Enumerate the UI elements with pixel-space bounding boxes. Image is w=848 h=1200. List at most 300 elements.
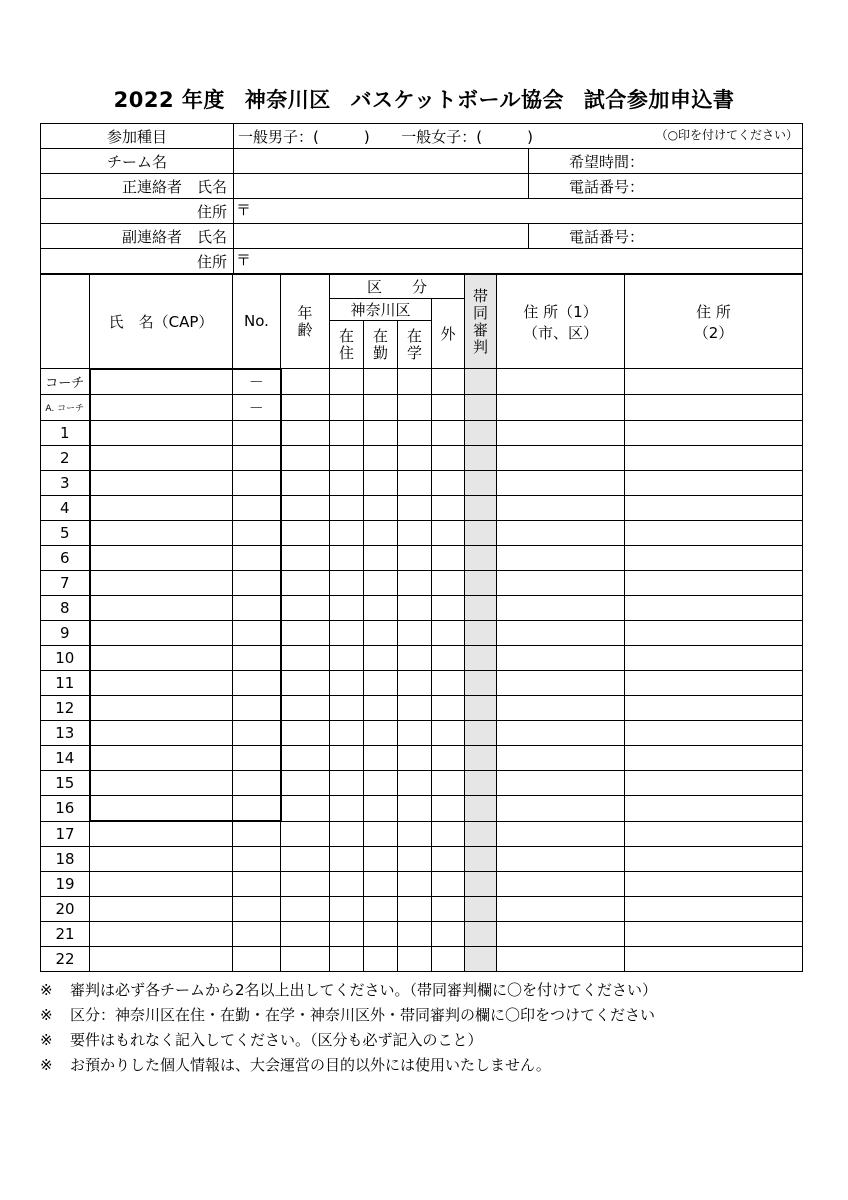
- coach-cell[interactable]: [364, 369, 398, 395]
- resident-cell[interactable]: [330, 496, 364, 521]
- outside-cell[interactable]: [432, 471, 465, 496]
- work-cell[interactable]: [364, 646, 398, 671]
- referee-cell[interactable]: [465, 646, 497, 671]
- resident-cell[interactable]: [330, 771, 364, 796]
- address2-field[interactable]: [625, 521, 803, 546]
- table-row: [41, 821, 803, 847]
- note-text: 区分：神奈川区在住・在勤・在学・神奈川区外・帯同審判の欄に〇印をつけてください: [70, 1006, 656, 1024]
- age-field[interactable]: [281, 746, 330, 771]
- address2-field[interactable]: [625, 821, 803, 847]
- name-field[interactable]: [90, 671, 233, 696]
- outside-cell[interactable]: [432, 671, 465, 696]
- age-field[interactable]: [281, 796, 330, 822]
- category-label: 参加種目: [41, 124, 234, 149]
- women-option[interactable]: 一般女子：( ): [401, 127, 533, 146]
- title-form: 試合参加申込書: [583, 88, 735, 112]
- age-header-text: 年齢: [295, 304, 314, 339]
- address1-field[interactable]: [497, 471, 625, 496]
- work-header-text: 在勤: [371, 327, 389, 362]
- table-row: [41, 721, 803, 746]
- address1-field[interactable]: [497, 897, 625, 922]
- address1-field[interactable]: [497, 947, 625, 972]
- name-field[interactable]: [90, 796, 233, 822]
- referee-cell[interactable]: [465, 696, 497, 721]
- table-row: [41, 771, 803, 796]
- address1-field[interactable]: [497, 446, 625, 471]
- outside-cell[interactable]: [432, 596, 465, 621]
- address2-field[interactable]: [625, 596, 803, 621]
- work-cell[interactable]: [364, 821, 398, 847]
- outside-cell[interactable]: [432, 546, 465, 571]
- name-field[interactable]: [90, 596, 233, 621]
- note-item: [40, 1053, 657, 1078]
- address1-field[interactable]: [497, 671, 625, 696]
- age-field[interactable]: [281, 421, 330, 446]
- number-field[interactable]: [233, 771, 281, 796]
- address2-field[interactable]: [625, 621, 803, 646]
- outside-cell[interactable]: [432, 421, 465, 446]
- work-cell[interactable]: [364, 847, 398, 872]
- work-header: [364, 321, 398, 369]
- outside-cell[interactable]: [432, 897, 465, 922]
- study-cell[interactable]: [398, 446, 432, 471]
- address1-field[interactable]: [497, 646, 625, 671]
- study-cell[interactable]: [398, 671, 432, 696]
- table-row: [41, 746, 803, 771]
- study-cell[interactable]: [398, 646, 432, 671]
- a-coach-cell[interactable]: [432, 395, 465, 421]
- a-coach-address1-cell[interactable]: [497, 395, 625, 421]
- name-field[interactable]: [90, 872, 233, 897]
- outside-cell[interactable]: [432, 847, 465, 872]
- preferred-time-field[interactable]: [529, 149, 803, 174]
- age-field[interactable]: [281, 646, 330, 671]
- work-cell[interactable]: [364, 897, 398, 922]
- number-field[interactable]: [233, 596, 281, 621]
- a-coach-referee-cell[interactable]: [465, 395, 497, 421]
- address2-field[interactable]: [625, 646, 803, 671]
- a-coach-number: －: [233, 395, 281, 421]
- study-cell[interactable]: [398, 922, 432, 947]
- postal-mark: 〒: [236, 201, 252, 219]
- a-coach-name-field[interactable]: [90, 395, 233, 421]
- resident-cell[interactable]: [330, 671, 364, 696]
- referee-cell[interactable]: [465, 446, 497, 471]
- study-cell[interactable]: [398, 771, 432, 796]
- sub-contact-name-field[interactable]: [234, 224, 529, 249]
- address1-field[interactable]: [497, 696, 625, 721]
- name-field[interactable]: [90, 771, 233, 796]
- work-cell[interactable]: [364, 446, 398, 471]
- address1-field[interactable]: [497, 771, 625, 796]
- sub-address-field[interactable]: [234, 249, 803, 274]
- work-cell[interactable]: [364, 947, 398, 972]
- coach-referee-cell[interactable]: [465, 369, 497, 395]
- address1-field[interactable]: [497, 872, 625, 897]
- age-field[interactable]: [281, 471, 330, 496]
- study-cell[interactable]: [398, 847, 432, 872]
- division-header: 区 分: [330, 275, 465, 299]
- table-row: [41, 922, 803, 947]
- study-cell[interactable]: [398, 471, 432, 496]
- resident-cell[interactable]: [330, 646, 364, 671]
- number-field[interactable]: [233, 671, 281, 696]
- outside-cell[interactable]: [432, 446, 465, 471]
- number-field[interactable]: [233, 947, 281, 972]
- age-field[interactable]: [281, 821, 330, 847]
- outside-cell[interactable]: [432, 796, 465, 822]
- address2-field[interactable]: [625, 872, 803, 897]
- name-field[interactable]: [90, 471, 233, 496]
- age-field[interactable]: [281, 596, 330, 621]
- name-field[interactable]: [90, 571, 233, 596]
- resident-header-text: 在住: [337, 327, 355, 362]
- number-field[interactable]: [233, 796, 281, 822]
- work-cell[interactable]: [364, 671, 398, 696]
- resident-cell[interactable]: [330, 621, 364, 646]
- study-cell[interactable]: [398, 621, 432, 646]
- address2-field[interactable]: [625, 721, 803, 746]
- address2-field[interactable]: [625, 796, 803, 822]
- coach-cell[interactable]: [432, 369, 465, 395]
- number-field[interactable]: [233, 521, 281, 546]
- address2-field[interactable]: [625, 922, 803, 947]
- study-cell[interactable]: [398, 696, 432, 721]
- name-field[interactable]: [90, 521, 233, 546]
- age-header: [281, 275, 330, 369]
- row-number: 19: [41, 872, 90, 897]
- age-field[interactable]: [281, 922, 330, 947]
- address2-field[interactable]: [625, 546, 803, 571]
- resident-cell[interactable]: [330, 897, 364, 922]
- address1-field[interactable]: [497, 821, 625, 847]
- coach-address2-cell[interactable]: [625, 369, 803, 395]
- work-cell[interactable]: [364, 521, 398, 546]
- study-cell[interactable]: [398, 947, 432, 972]
- referee-cell[interactable]: [465, 621, 497, 646]
- note-item: [40, 1003, 657, 1028]
- note-text: 審判は必ず各チームから2名以上出してください。（帯同審判欄に〇を付けてください）: [70, 981, 658, 999]
- referee-cell[interactable]: [465, 421, 497, 446]
- table-row: [41, 521, 803, 546]
- table-row: [41, 571, 803, 596]
- row-number: 4: [41, 496, 90, 521]
- outside-cell[interactable]: [432, 746, 465, 771]
- work-cell[interactable]: [364, 546, 398, 571]
- resident-cell[interactable]: [330, 746, 364, 771]
- number-field[interactable]: [233, 546, 281, 571]
- address2-header: [625, 275, 803, 369]
- address1-field[interactable]: [497, 746, 625, 771]
- row-number: 8: [41, 596, 90, 621]
- resident-cell[interactable]: [330, 872, 364, 897]
- men-option[interactable]: 一般男子：( ): [238, 127, 370, 146]
- referee-cell[interactable]: [465, 471, 497, 496]
- address1-header-sub: （市、区）: [523, 324, 599, 342]
- coach-cell[interactable]: [281, 369, 330, 395]
- row-number: 5: [41, 521, 90, 546]
- table-row: [41, 897, 803, 922]
- name-field[interactable]: [90, 446, 233, 471]
- address1-field[interactable]: [497, 546, 625, 571]
- resident-cell[interactable]: [330, 721, 364, 746]
- age-field[interactable]: [281, 696, 330, 721]
- referee-cell[interactable]: [465, 872, 497, 897]
- referee-cell[interactable]: [465, 821, 497, 847]
- outside-cell[interactable]: [432, 821, 465, 847]
- referee-cell[interactable]: [465, 796, 497, 822]
- outside-cell[interactable]: [432, 721, 465, 746]
- preferred-time-label: 希望時間：: [569, 152, 645, 171]
- number-field[interactable]: [233, 621, 281, 646]
- study-cell[interactable]: [398, 421, 432, 446]
- resident-cell[interactable]: [330, 471, 364, 496]
- referee-cell[interactable]: [465, 947, 497, 972]
- number-field[interactable]: [233, 421, 281, 446]
- name-field[interactable]: [90, 696, 233, 721]
- a-coach-cell[interactable]: [330, 395, 364, 421]
- study-cell[interactable]: [398, 821, 432, 847]
- outside-cell[interactable]: [432, 646, 465, 671]
- name-field[interactable]: [90, 721, 233, 746]
- a-coach-cell[interactable]: [398, 395, 432, 421]
- coach-label: コーチ: [41, 369, 90, 395]
- study-cell[interactable]: [398, 496, 432, 521]
- age-field[interactable]: [281, 897, 330, 922]
- referee-cell[interactable]: [465, 671, 497, 696]
- outside-cell[interactable]: [432, 947, 465, 972]
- resident-cell[interactable]: [330, 821, 364, 847]
- work-cell[interactable]: [364, 621, 398, 646]
- category-field[interactable]: [234, 124, 803, 149]
- name-field[interactable]: [90, 897, 233, 922]
- a-coach-address2-cell[interactable]: [625, 395, 803, 421]
- study-cell[interactable]: [398, 546, 432, 571]
- table-row: [41, 847, 803, 872]
- referee-cell[interactable]: [465, 847, 497, 872]
- row-number: 9: [41, 621, 90, 646]
- work-cell[interactable]: [364, 872, 398, 897]
- number-field[interactable]: [233, 872, 281, 897]
- resident-cell[interactable]: [330, 947, 364, 972]
- study-cell[interactable]: [398, 872, 432, 897]
- outside-cell[interactable]: [432, 872, 465, 897]
- outside-cell[interactable]: [432, 922, 465, 947]
- work-cell[interactable]: [364, 496, 398, 521]
- table-row: [41, 796, 803, 822]
- outside-cell[interactable]: [432, 771, 465, 796]
- age-field[interactable]: [281, 446, 330, 471]
- work-cell[interactable]: [364, 471, 398, 496]
- resident-cell[interactable]: [330, 596, 364, 621]
- main-contact-label: 正連絡者 氏名: [41, 174, 234, 199]
- study-cell[interactable]: [398, 796, 432, 822]
- note-mark: ※: [40, 981, 53, 999]
- coach-address1-cell[interactable]: [497, 369, 625, 395]
- number-field[interactable]: [233, 471, 281, 496]
- address1-field[interactable]: [497, 796, 625, 822]
- main-address-field[interactable]: [234, 199, 803, 224]
- resident-cell[interactable]: [330, 922, 364, 947]
- resident-cell[interactable]: [330, 847, 364, 872]
- age-field[interactable]: [281, 947, 330, 972]
- age-field[interactable]: [281, 671, 330, 696]
- address1-field[interactable]: [497, 847, 625, 872]
- name-field[interactable]: [90, 646, 233, 671]
- address2-field[interactable]: [625, 496, 803, 521]
- outside-cell[interactable]: [432, 696, 465, 721]
- referee-cell[interactable]: [465, 546, 497, 571]
- address1-field[interactable]: [497, 571, 625, 596]
- table-row: [41, 496, 803, 521]
- address1-field[interactable]: [497, 621, 625, 646]
- number-field[interactable]: [233, 646, 281, 671]
- coach-name-field[interactable]: [90, 369, 233, 395]
- work-cell[interactable]: [364, 696, 398, 721]
- outside-cell[interactable]: [432, 621, 465, 646]
- row-number: 17: [41, 821, 90, 847]
- header-info-table: [40, 123, 803, 274]
- address1-field[interactable]: [497, 496, 625, 521]
- address1-header: [497, 275, 625, 369]
- address2-field[interactable]: [625, 897, 803, 922]
- referee-cell[interactable]: [465, 496, 497, 521]
- name-field[interactable]: [90, 621, 233, 646]
- address1-field[interactable]: [497, 922, 625, 947]
- main-contact-name-field[interactable]: [234, 174, 529, 199]
- a-coach-cell[interactable]: [281, 395, 330, 421]
- number-field[interactable]: [233, 446, 281, 471]
- resident-cell[interactable]: [330, 571, 364, 596]
- address1-field[interactable]: [497, 521, 625, 546]
- number-field[interactable]: [233, 821, 281, 847]
- study-cell[interactable]: [398, 596, 432, 621]
- number-field[interactable]: [233, 496, 281, 521]
- a-coach-cell[interactable]: [364, 395, 398, 421]
- number-field[interactable]: [233, 897, 281, 922]
- referee-cell[interactable]: [465, 746, 497, 771]
- main-contact-phone-field[interactable]: [529, 174, 803, 199]
- address2-field[interactable]: [625, 746, 803, 771]
- work-cell[interactable]: [364, 421, 398, 446]
- name-field[interactable]: [90, 546, 233, 571]
- resident-cell[interactable]: [330, 546, 364, 571]
- age-field[interactable]: [281, 771, 330, 796]
- number-field[interactable]: [233, 696, 281, 721]
- work-cell[interactable]: [364, 721, 398, 746]
- study-cell[interactable]: [398, 571, 432, 596]
- name-field[interactable]: [90, 421, 233, 446]
- address2-field[interactable]: [625, 947, 803, 972]
- referee-cell[interactable]: [465, 771, 497, 796]
- study-cell[interactable]: [398, 897, 432, 922]
- number-header: No.: [233, 275, 281, 369]
- number-field[interactable]: [233, 922, 281, 947]
- outside-cell[interactable]: [432, 496, 465, 521]
- study-cell[interactable]: [398, 721, 432, 746]
- referee-cell[interactable]: [465, 922, 497, 947]
- work-cell[interactable]: [364, 922, 398, 947]
- address1-field[interactable]: [497, 421, 625, 446]
- resident-cell[interactable]: [330, 521, 364, 546]
- sub-contact-phone-field[interactable]: [529, 224, 803, 249]
- age-field[interactable]: [281, 546, 330, 571]
- notes-section: [40, 978, 657, 1078]
- referee-cell[interactable]: [465, 571, 497, 596]
- resident-cell[interactable]: [330, 696, 364, 721]
- name-field[interactable]: [90, 821, 233, 847]
- work-cell[interactable]: [364, 571, 398, 596]
- team-name-field[interactable]: [234, 149, 529, 174]
- study-cell[interactable]: [398, 521, 432, 546]
- age-field[interactable]: [281, 621, 330, 646]
- address2-field[interactable]: [625, 847, 803, 872]
- row-number: 15: [41, 771, 90, 796]
- age-field[interactable]: [281, 496, 330, 521]
- number-field[interactable]: [233, 746, 281, 771]
- age-field[interactable]: [281, 872, 330, 897]
- number-field[interactable]: [233, 571, 281, 596]
- row-number: 10: [41, 646, 90, 671]
- name-field[interactable]: [90, 746, 233, 771]
- name-field[interactable]: [90, 947, 233, 972]
- work-cell[interactable]: [364, 796, 398, 822]
- referee-cell[interactable]: [465, 521, 497, 546]
- address2-field[interactable]: [625, 696, 803, 721]
- row-number: 1: [41, 421, 90, 446]
- address1-field[interactable]: [497, 596, 625, 621]
- work-cell[interactable]: [364, 596, 398, 621]
- outside-cell[interactable]: [432, 571, 465, 596]
- work-cell[interactable]: [364, 746, 398, 771]
- row-number: 7: [41, 571, 90, 596]
- age-field[interactable]: [281, 721, 330, 746]
- address2-field[interactable]: [625, 471, 803, 496]
- work-cell[interactable]: [364, 771, 398, 796]
- note-text: 要件はもれなく記入してください。（区分も必ず記入のこと）: [70, 1031, 483, 1049]
- address2-field[interactable]: [625, 571, 803, 596]
- age-field[interactable]: [281, 847, 330, 872]
- row-number: 12: [41, 696, 90, 721]
- age-field[interactable]: [281, 521, 330, 546]
- age-field[interactable]: [281, 571, 330, 596]
- address2-field[interactable]: [625, 671, 803, 696]
- address2-field[interactable]: [625, 771, 803, 796]
- row-number: 13: [41, 721, 90, 746]
- address1-field[interactable]: [497, 721, 625, 746]
- resident-cell[interactable]: [330, 796, 364, 822]
- coach-cell[interactable]: [330, 369, 364, 395]
- number-field[interactable]: [233, 721, 281, 746]
- referee-header-text: 帯同審判: [471, 287, 490, 356]
- name-field[interactable]: [90, 847, 233, 872]
- address2-field[interactable]: [625, 446, 803, 471]
- referee-cell[interactable]: [465, 897, 497, 922]
- table-row: [41, 596, 803, 621]
- name-field[interactable]: [90, 496, 233, 521]
- referee-cell[interactable]: [465, 721, 497, 746]
- name-field[interactable]: [90, 922, 233, 947]
- outside-cell[interactable]: [432, 521, 465, 546]
- sub-address-label: 住所: [41, 249, 234, 274]
- number-field[interactable]: [233, 847, 281, 872]
- resident-cell[interactable]: [330, 446, 364, 471]
- referee-cell[interactable]: [465, 596, 497, 621]
- resident-cell[interactable]: [330, 421, 364, 446]
- coach-cell[interactable]: [398, 369, 432, 395]
- study-cell[interactable]: [398, 746, 432, 771]
- address2-field[interactable]: [625, 421, 803, 446]
